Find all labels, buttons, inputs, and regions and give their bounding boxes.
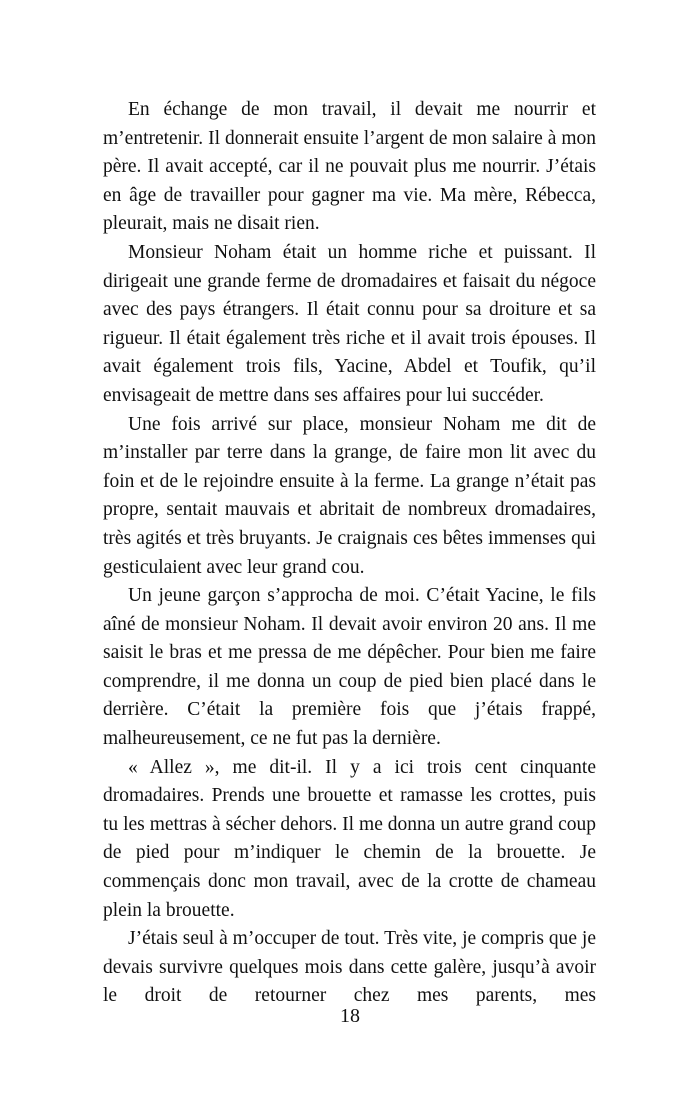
paragraph-6: J’étais seul à m’occuper de tout. Très vite, je compris que je devais survivre quelques mois dans cette galère, jusqu’à avoir le droit de retourner chez mes parents, mes — [103, 928, 596, 1007]
body-text — [103, 96, 596, 1011]
page-number: 18 — [340, 1005, 360, 1027]
paragraph-5: « Allez », me dit-il. Il y a ici trois cent cinquante dromadaires. Prends une brouette et ramasse les crottes, puis tu les mettras à sécher dehors. Il me donna un autre grand coup de pied pour m’indiquer le chemin de la brouette. Je commençais donc mon travail, avec de la crotte de chameau plein la brouette. — [103, 756, 596, 921]
paragraph-2: Monsieur Noham était un homme riche et puissant. Il dirigeait une grande ferme de dromadaires et faisait du négoce avec des pays étrangers. Il était connu pour sa droiture et sa rigueur. Il était également très riche et il avait trois épouses. Il avait également trois fils, Yacine, Abdel et Toufik, qu’il envisageait de mettre dans ses affaires pour lui succéder. — [103, 241, 596, 406]
paragraph-3: Une fois arrivé sur place, monsieur Noham me dit de m’installer par terre dans la grange, de faire mon lit avec du foin et de le rejoindre ensuite à la ferme. La grange n’était pas propre, sentait mauvais et abritait de nombreux dromadaires, très agités et très bruyants. Je craignais ces bêtes immenses qui gesticulaient avec leur grand cou. — [103, 413, 596, 578]
paragraph-1: En échange de mon travail, il devait me nourrir et m’entretenir. Il donnerait ensuite l’argent de mon salaire à mon père. Il avait accepté, car il ne pouvait plus me nourrir. J’étais en âge de travailler pour gagner ma vie. Ma mère, Rébecca, pleurait, mais ne disait rien. — [103, 99, 596, 235]
paragraph-4: Un jeune garçon s’approcha de moi. C’était Yacine, le fils aîné de monsieur Noham. Il devait avoir environ 20 ans. Il me saisit le bras et me pressa de me dépêcher. Pour bien me faire comprendre, il me donna un coup de pied bien placé dans le derrière. C’était la première fois que j’étais frappé, malheureusement, ce ne fut pas la dernière. — [103, 585, 596, 750]
